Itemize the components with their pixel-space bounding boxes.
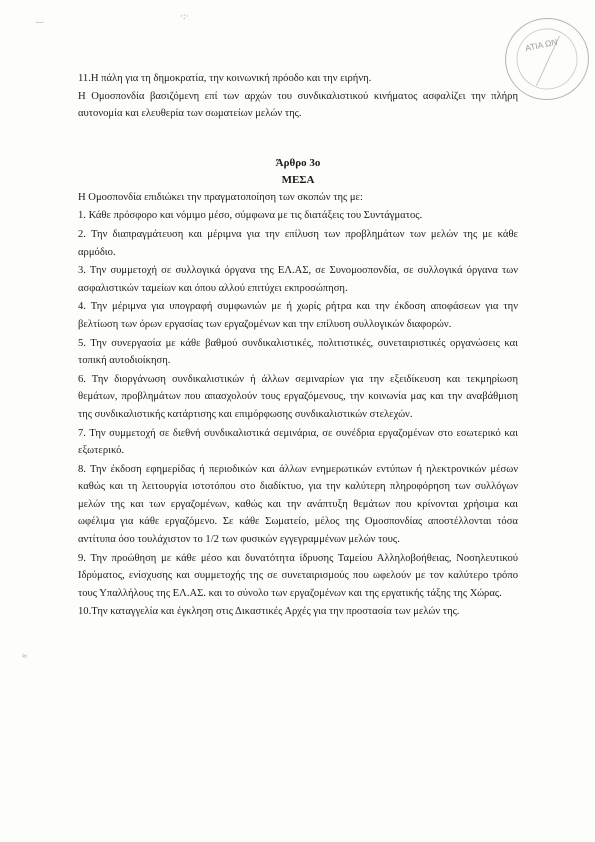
list-item: 10.Την καταγγελία και έγκληση στις Δικαστικές Αρχές για την προστασία των μελών της. <box>78 606 460 618</box>
paragraph: Η Ομοσπονδία βασιζόμενη επί των αρχών του συνδικαλιστικού κινήματος ασφαλίζει την πλήρη αυτονομία και ελευθερία των σωματείων μελών της. <box>78 90 518 120</box>
list-item: 3. Την συμμετοχή σε συλλογικά όργανα της ΕΛ.ΑΣ, σε Συνομοσπονδία, σε συλλογικά όργανα των ασφαλιστικών ταμείων και όπου αλλού επιτύχει εκπροσώπηση. <box>78 265 518 294</box>
paragraph: Η Ομοσπονδία επιδιώκει την πραγματοποίηση των σκοπών της με: <box>78 191 363 203</box>
list-item: 4. Την μέριμνα για υπογραφή συμφωνιών με ή χωρίς ρήτρα και την έκδοση αποφάσεων για την βελτίωση των όρων εργασίας των εργαζομένων και την επίλυση συλλογικών διαφορών. <box>78 301 518 330</box>
article-title: Άρθρο 3ο <box>275 156 321 169</box>
list-item: 8. Την έκδοση εφημερίδας ή περιοδικών και άλλων ενημερωτικών εντύπων ή ηλεκτρονικών μέσων καθώς και τη λειτουργία ιστοτόπου στο διαδίκτυο, για την καλύτερη πληροφόρηση των συλλόγων μελών της και των εργαζομένων, καθώς και την ανάπτυξη θεμάτων που κρίνονται χρήσιμα και ωφέλιμα για κάθε εργαζόμενο. Σε κάθε Σωματείο, μέλος της Ομοσπονδίας αποστέλλονται τόσα αντίτυπα όσο τουλάχιστον το 1/2 των φυσικών εγγεγραμμένων μελών τους. <box>78 463 518 546</box>
list-item: 7. Την συμμετοχή σε διεθνή συνδικαλιστικά σεμινάρια, σε συνέδρια εργαζομένων στο εσωτερικό και εξωτερικό. <box>78 427 518 457</box>
scan-mark: ·:· <box>180 11 189 21</box>
stamp-text: ΑΤΙΑ ΩΝ <box>524 36 559 54</box>
scan-mark: ≈ <box>22 651 27 661</box>
list-item: 1. Κάθε πρόσφορο και νόμιμο μέσο, σύμφωνα με τις διατάξεις του Συντάγματος. <box>78 210 423 222</box>
list-item: 6. Την διοργάνωση συνδικαλιστικών ή άλλων σεμιναρίων για την εξειδίκευση και τεκμηρίωση θεμάτων, προβλημάτων που απασχολούν τους εργαζόμενους, την κοινωνία μας και την αναβάθμιση της συνδικαλιστικής κατάρτισης και επιμόρφωσης συνδικαλιστικών στελεχών. <box>78 373 518 420</box>
scan-mark: ‿ <box>36 13 44 23</box>
document-body <box>78 70 518 621</box>
paragraph: 11.Η πάλη για τη δημοκρατία, την κοινωνική πρόοδο και την ειρήνη. <box>78 73 372 84</box>
list-item: 9. Την προώθηση με κάθε μέσο και δυνατότητα ίδρυσης Ταμείου Αλληλοβοήθειας, Νοσηλευτικού Ιδρύματος, ενίσχυσης και συμμετοχής της σε συνεταιρισμούς που ωφελούν με τον καλύτερο τρόπο τους Υπαλλήλους της ΕΛ.ΑΣ. και το σύνολο των εργαζομένων και της εργατικής τάξης της Χώρας. <box>78 552 518 599</box>
article-subtitle: ΜΕΣΑ <box>281 173 315 186</box>
list-item: 2. Την διαπραγμάτευση και μέριμνα για την επίλυση των προβλημάτων των μελών της με κάθε αρμόδιο. <box>78 228 518 258</box>
list-item: 5. Την συνεργασία με κάθε βαθμού συνδικαλιστικές, πολιτιστικές, συνεταιριστικές οργανώσεις και τοπική αυτοδιοίκηση. <box>78 337 518 367</box>
